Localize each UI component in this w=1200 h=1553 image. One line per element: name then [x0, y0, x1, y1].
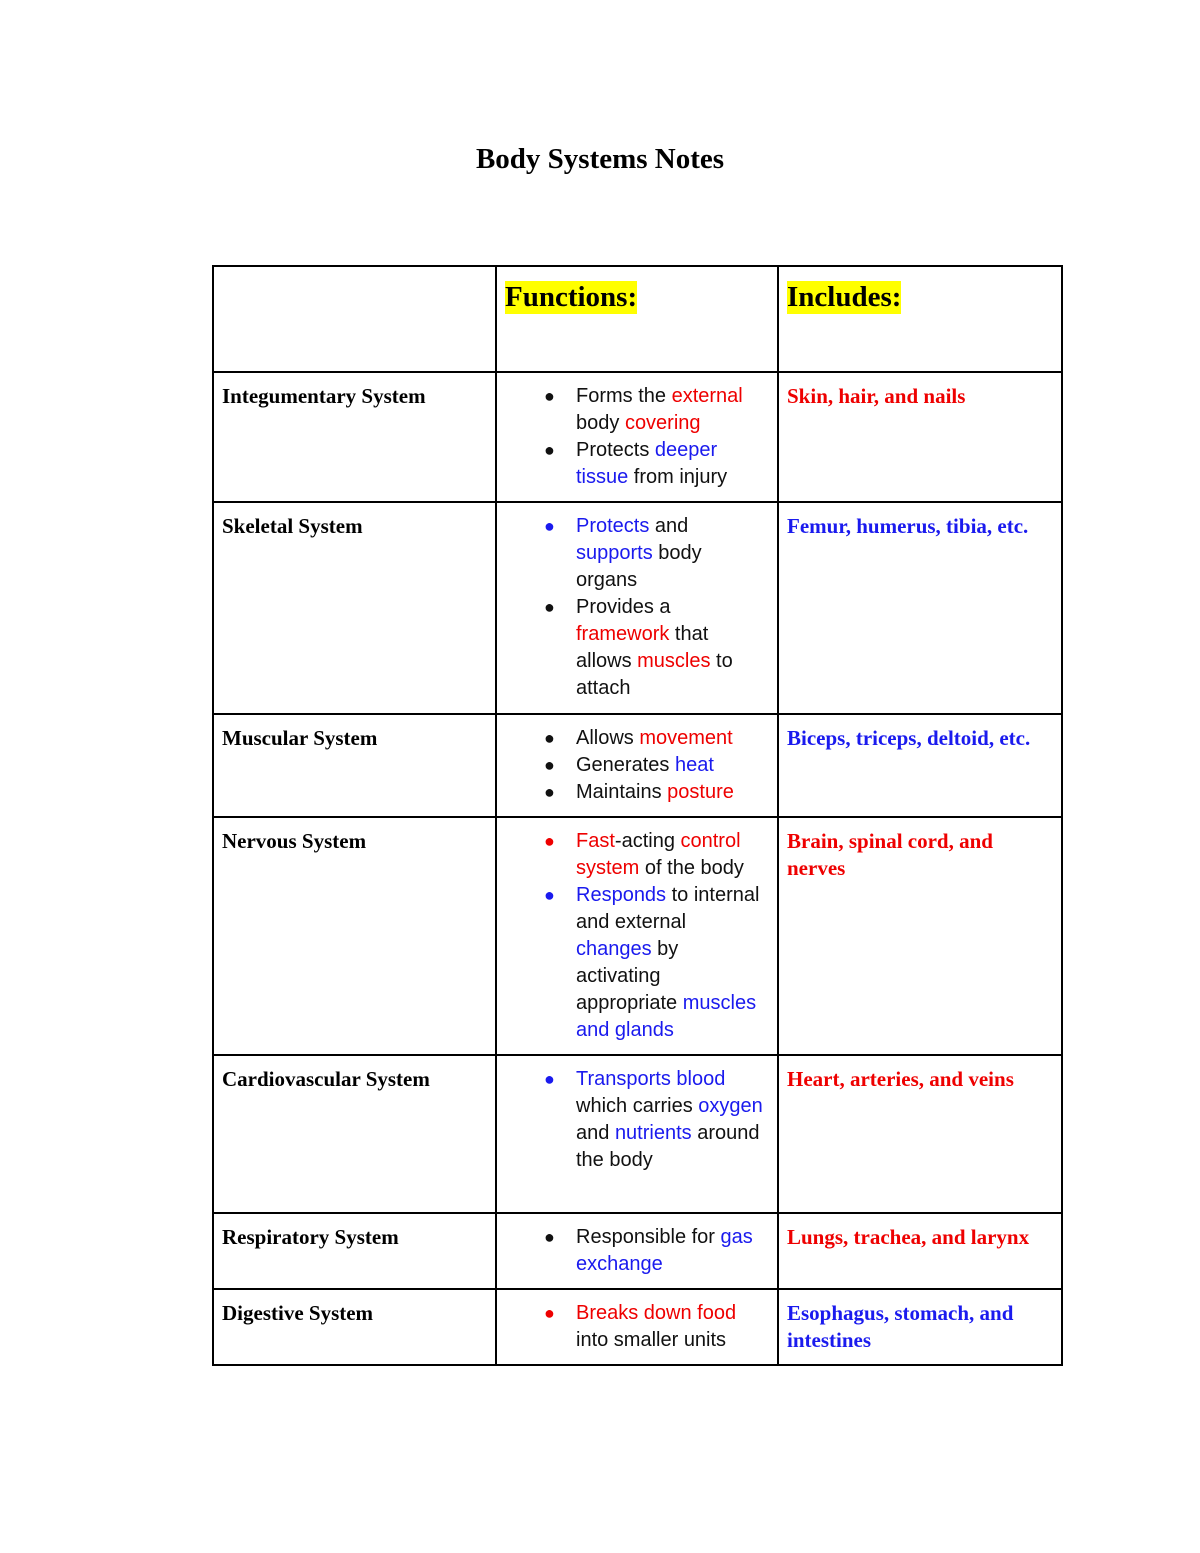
functions-list [505, 1300, 769, 1354]
function-text: changes [576, 938, 652, 960]
includes-cell [778, 502, 1062, 714]
header-empty-cell [213, 266, 496, 372]
bullet-icon: ● [544, 1227, 555, 1247]
list-item [505, 513, 769, 594]
function-text: muscles and glands [576, 992, 757, 1041]
function-text: oxygen [698, 1095, 763, 1117]
bullet-icon: ● [544, 831, 555, 851]
system-name: Muscular System [222, 726, 378, 750]
list-item [505, 437, 769, 491]
function-text: from injury [628, 466, 728, 488]
system-cell [213, 502, 496, 714]
function-text: framework [576, 623, 670, 645]
page-title: Body Systems Notes [475, 143, 725, 175]
includes-text: Biceps, triceps, deltoid, etc. [787, 726, 1031, 750]
list-item [505, 1224, 769, 1278]
functions-cell [496, 817, 778, 1055]
function-text: and [576, 1122, 615, 1144]
includes-text: Skin, hair, and nails [787, 384, 966, 408]
system-name: Respiratory System [222, 1225, 399, 1249]
function-text: Breaks down food [576, 1302, 737, 1324]
list-item [505, 725, 769, 752]
functions-cell [496, 1055, 778, 1213]
function-text: body organs [576, 542, 702, 591]
functions-cell [496, 1213, 778, 1289]
functions-header: Functions: [505, 281, 638, 313]
function-text: Protects [576, 439, 655, 461]
function-text: Transports blood [576, 1068, 726, 1090]
includes-cell [778, 817, 1062, 1055]
functions-cell [496, 372, 778, 502]
functions-list [505, 725, 769, 806]
bullet-icon: ● [544, 440, 555, 460]
function-text: muscles [637, 650, 711, 672]
bullet-icon: ● [544, 386, 555, 406]
function-text: into smaller units [576, 1329, 727, 1351]
function-text: Responds [576, 884, 667, 906]
function-text: control system [576, 830, 741, 879]
system-name: Skeletal System [222, 514, 363, 538]
includes-text: Lungs, trachea, and larynx [787, 1225, 1030, 1249]
function-text: around the body [576, 1122, 760, 1171]
function-text: Forms the [576, 385, 672, 407]
system-name: Nervous System [222, 829, 367, 853]
function-text: Responsible for [576, 1226, 721, 1248]
functions-cell [496, 502, 778, 714]
function-text: by activating appropriate [576, 938, 683, 1014]
functions-list [505, 383, 769, 491]
includes-cell [778, 1289, 1062, 1365]
bullet-icon: ● [544, 782, 555, 802]
includes-text: Femur, humerus, tibia, etc. [787, 514, 1029, 538]
function-text: which carries [576, 1095, 699, 1117]
table-row [213, 714, 1062, 817]
includes-cell [778, 1055, 1062, 1213]
header-row [213, 266, 1062, 372]
system-name: Digestive System [222, 1301, 374, 1325]
bullet-icon: ● [544, 516, 555, 536]
function-text: that allows [576, 623, 709, 672]
bullet-icon: ● [544, 597, 555, 617]
function-text: Generates [576, 754, 675, 776]
header-functions-cell [496, 266, 778, 372]
includes-header: Includes: [787, 281, 902, 313]
function-text: Protects [576, 515, 650, 537]
includes-text: Esophagus, stomach, and intestines [787, 1301, 1014, 1352]
system-name: Cardiovascular System [222, 1067, 430, 1091]
function-text: to attach [576, 650, 733, 699]
function-text: -acting [614, 830, 681, 852]
list-item [505, 1300, 769, 1354]
list-item [505, 882, 769, 1044]
list-item [505, 752, 769, 779]
list-item [505, 383, 769, 437]
function-text: Maintains [576, 781, 668, 803]
function-text: covering [624, 412, 701, 434]
function-text: posture [667, 781, 734, 803]
body-systems-table [212, 265, 1063, 1366]
table-row [213, 502, 1062, 714]
header-includes-cell [778, 266, 1062, 372]
table-row [213, 817, 1062, 1055]
function-text: nutrients [614, 1122, 692, 1144]
table-row [213, 1055, 1062, 1213]
function-text: to internal and external [576, 884, 760, 933]
includes-cell [778, 1213, 1062, 1289]
function-text: Fast [576, 830, 615, 852]
system-cell [213, 1055, 496, 1213]
table-row [213, 1213, 1062, 1289]
functions-list [505, 828, 769, 1044]
bullet-icon: ● [544, 1069, 555, 1089]
list-item [505, 594, 769, 702]
list-item [505, 828, 769, 882]
bullet-icon: ● [544, 885, 555, 905]
functions-cell [496, 1289, 778, 1365]
function-text: body [576, 412, 625, 434]
table-row [213, 372, 1062, 502]
function-text: and [649, 515, 689, 537]
table-body [213, 266, 1062, 1365]
list-item [505, 779, 769, 806]
includes-text: Brain, spinal cord, and nerves [787, 829, 993, 880]
includes-cell [778, 714, 1062, 817]
function-text: Provides a [576, 596, 671, 618]
list-item [505, 1066, 769, 1174]
function-text: deeper tissue [576, 439, 718, 488]
system-name: Integumentary System [222, 384, 426, 408]
function-text: movement [639, 727, 733, 749]
bullet-icon: ● [544, 728, 555, 748]
function-text: of the body [639, 857, 744, 879]
functions-list [505, 1224, 769, 1278]
bullet-icon: ● [544, 755, 555, 775]
system-cell [213, 1213, 496, 1289]
function-text: supports [576, 542, 653, 564]
bullet-icon: ● [544, 1303, 555, 1323]
system-cell [213, 1289, 496, 1365]
functions-list [505, 1066, 769, 1174]
functions-cell [496, 714, 778, 817]
function-text: gas exchange [576, 1226, 753, 1275]
system-cell [213, 372, 496, 502]
includes-cell [778, 372, 1062, 502]
function-text: Allows [576, 727, 640, 749]
includes-text: Heart, arteries, and veins [787, 1067, 1014, 1091]
function-text: heat [674, 754, 714, 776]
system-cell [213, 817, 496, 1055]
system-cell [213, 714, 496, 817]
functions-list [505, 513, 769, 702]
function-text: external [671, 385, 743, 407]
table-row [213, 1289, 1062, 1365]
